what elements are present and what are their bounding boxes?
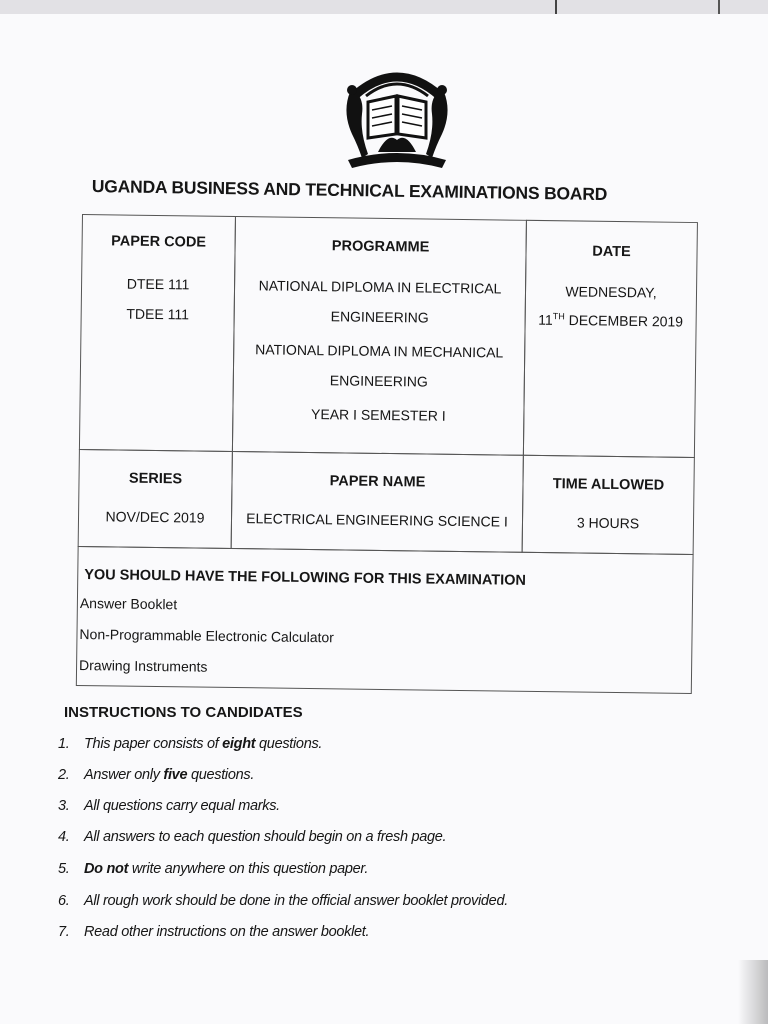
requirements-title: YOU SHOULD HAVE THE FOLLOWING FOR THIS EXAMINATION [84, 567, 527, 589]
instruction-item: 3. All questions carry equal marks. [58, 798, 280, 814]
date-cell [523, 220, 698, 458]
requirement-item: Answer Booklet [79, 595, 178, 613]
series-cell [78, 449, 233, 549]
programme-line: ENGINEERING [329, 372, 428, 390]
programme-line: ENGINEERING [330, 308, 429, 326]
paper-name-header: PAPER NAME [329, 473, 426, 491]
paper-code-header: PAPER CODE [111, 233, 207, 251]
time-allowed-cell [522, 455, 695, 555]
paper-name-cell [231, 451, 524, 553]
year-semester: YEAR I SEMESTER I [310, 406, 446, 424]
programme-cell [232, 216, 527, 456]
instruction-item: 1. This paper consists of eight questions. [58, 736, 323, 752]
board-title: UGANDA BUSINESS AND TECHNICAL EXAMINATIONS BOARD [91, 176, 608, 205]
programme-header: PROGRAMME [331, 238, 430, 256]
requirement-item: Drawing Instruments [78, 657, 208, 675]
date-header: DATE [592, 243, 631, 261]
paper-name-value: ELECTRICAL ENGINEERING SCIENCE I [246, 510, 508, 530]
instructions-title: INSTRUCTIONS TO CANDIDATES [64, 704, 303, 721]
series-value: NOV/DEC 2019 [105, 508, 205, 526]
paper-code-cell [79, 214, 236, 452]
page-curl-shadow [738, 960, 768, 1024]
paper-code-value: DTEE 111 [126, 275, 190, 293]
programme-line: NATIONAL DIPLOMA IN ELECTRICAL [258, 277, 502, 297]
page-edge-line [555, 0, 557, 14]
instruction-item: 4. All answers to each question should begin on a fresh page. [58, 829, 447, 845]
ubteb-crest-icon [338, 62, 456, 174]
requirements-cell [76, 546, 694, 694]
time-allowed-header: TIME ALLOWED [552, 476, 665, 494]
instruction-item: 5. Do not write anywhere on this question paper. [58, 861, 369, 877]
exam-day: WEDNESDAY, [565, 283, 657, 301]
exam-date: 11TH DECEMBER 2019 [538, 311, 684, 330]
exam-info-table [76, 214, 698, 694]
instruction-item: 6. All rough work should be done in the official answer booklet provided. [58, 893, 508, 909]
requirement-item: Non-Programmable Electronic Calculator [79, 626, 335, 646]
paper-code-value: TDEE 111 [126, 305, 190, 323]
series-header: SERIES [128, 470, 183, 488]
instruction-item: 2. Answer only five questions. [58, 767, 255, 783]
instruction-item: 7. Read other instructions on the answer booklet. [58, 924, 370, 940]
programme-line: NATIONAL DIPLOMA IN MECHANICAL [255, 341, 504, 361]
time-allowed-value: 3 HOURS [576, 514, 640, 532]
